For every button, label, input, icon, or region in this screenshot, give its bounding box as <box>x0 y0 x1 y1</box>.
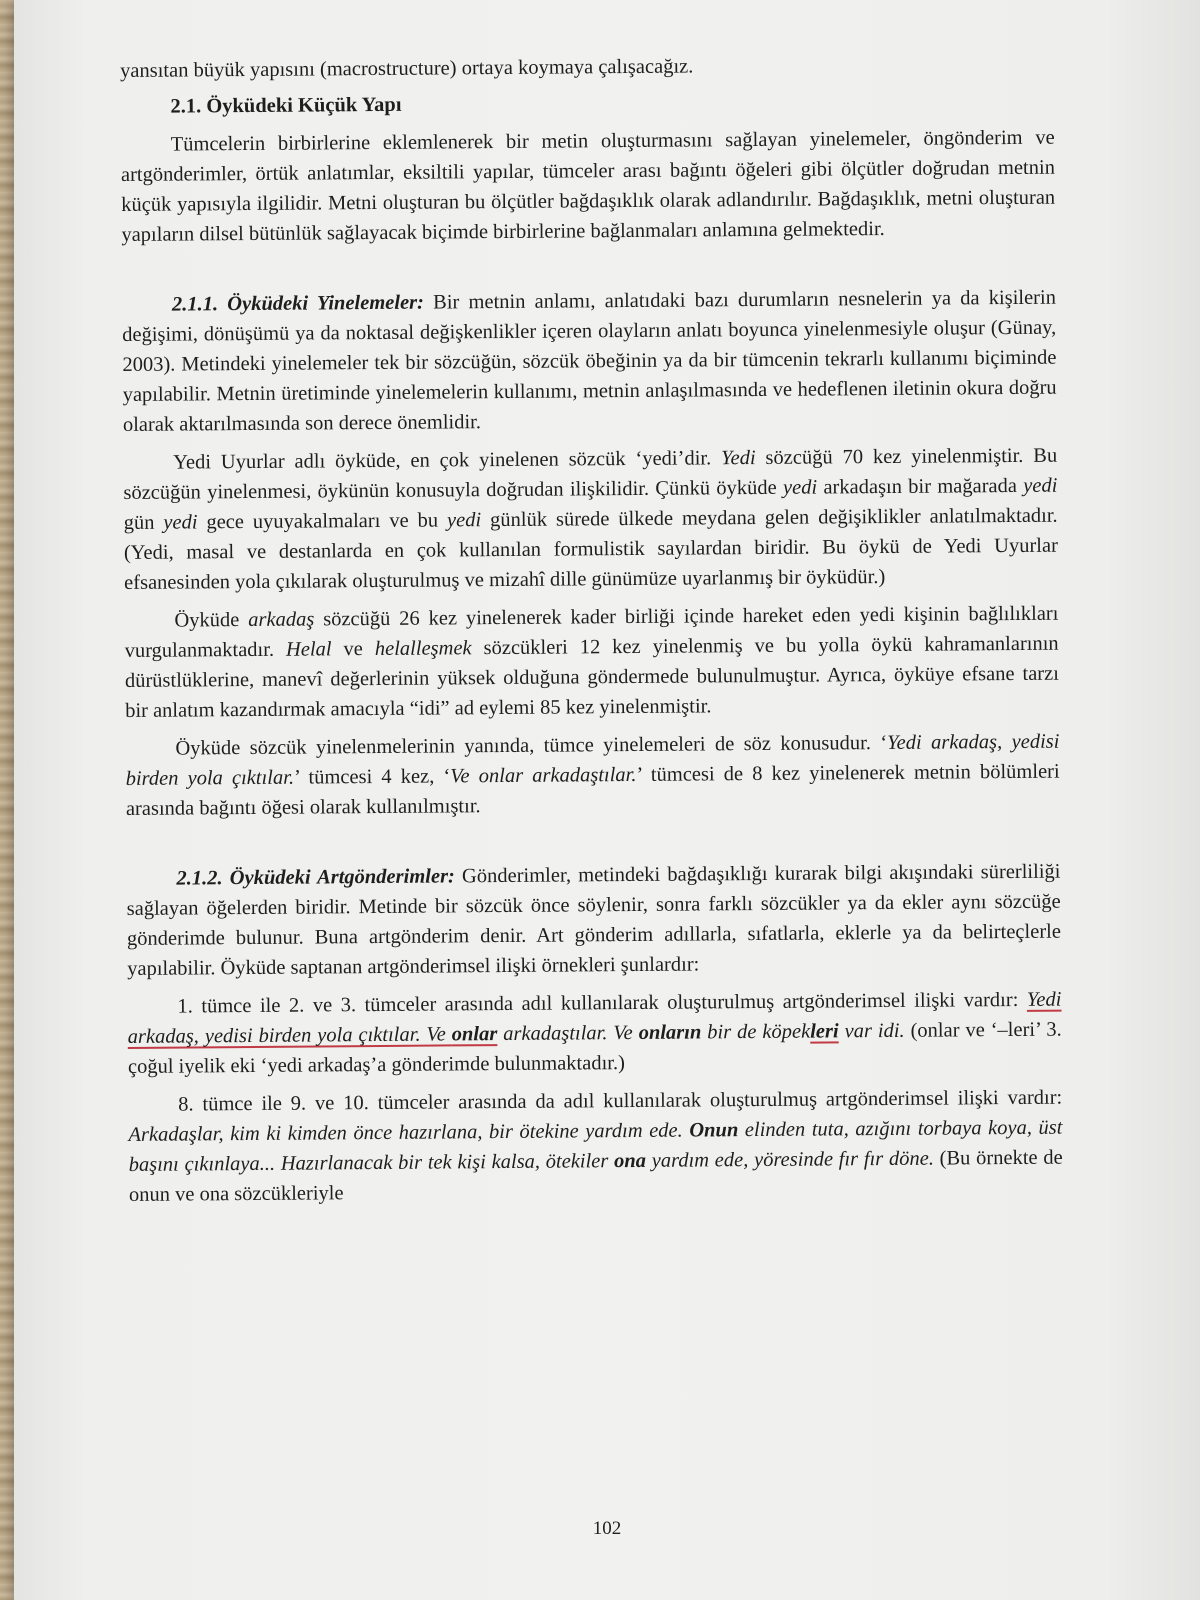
anaphor-word: onların <box>638 1021 702 1044</box>
emphasis-word: yedi <box>446 509 482 532</box>
quoted-sentence: Ve onlar arkadaştılar. <box>450 763 637 788</box>
example-sentence: elinden tuta, azığını torbaya koya, üst başını çıkınlaya... Hazırlanacak bir tek kişi kalsa, ötekiler <box>128 1116 1063 1176</box>
text-run: sözcüğü 26 kez yinelenerek kader birliği içinde hareket eden yedi kişinin bağlılıkları vurgulanmaktadır. <box>124 602 1059 662</box>
emphasis-word: yedi <box>163 511 198 534</box>
sub1-paragraph-4 <box>125 727 1060 824</box>
book-page <box>14 0 1200 1600</box>
page-body <box>120 49 1063 1210</box>
sub1-title: 2.1.1. Öyküdeki Yinelemeler: <box>171 291 425 316</box>
example-sentence: yardım ede, yöresinde fır fır döne. <box>645 1147 934 1172</box>
sub1-paragraph-1 <box>122 283 1057 440</box>
example-2 <box>128 1083 1063 1210</box>
emphasis-word: yedi <box>1023 474 1058 497</box>
section-paragraph: Tümcelerin birbirlerine eklemlenerek bir metin oluşturmasını sağlayan yinelemeler, öngönderim ve artgönderimler, örtük anlatımlar, eksiltili yapılar, tümceler arası bağıntı öğeleri gibi ölçütler doğrudan metnin küçük yapısıyla ilgilidir. Metni oluşturan bu ölçütler bağdaşıklık olarak adlandırılır. Bağdaşıklık, metni oluşturan yapıların dilsel bütünlük sağlayacak biçimde birbirlerine bağlanmaları anlamına gelmektedir. <box>120 126 1056 246</box>
section-heading: 2.1. Öyküdeki Küçük Yapı <box>170 93 402 118</box>
emphasis-word: arkadaş <box>248 608 315 632</box>
sub2-title: 2.1.2. Öyküdeki Artgönderimler: <box>176 865 455 890</box>
sub2-p1-text: Gönderimler, metindeki bağdaşıklığı kurarak bilgi akışındaki sürerliliği sağlayan öğelerden biridir. Metinde bir sözcük önce söylenir, sonra farklı sözcükler ya da ekler aynı sözcüğe gönderimde bulunur. Buna artgönderim denir. Art gönderim adıllarla, sıfatlarla, eklerle ya da belirteçlerle yapılabilir. Öyküde saptanan artgönderimsel ilişki örnekleri şunlardır: <box>126 860 1061 980</box>
emphasis-word: Helal <box>285 638 332 661</box>
sub1-p1-text: Bir metnin anlamı, anlatıdaki bazı durumların nesnelerin ya da kişilerin değişimi, dönüşümü ya da noktasal değişkenlikler içeren olayların anlatı boyunca yinelenmesiyle oluşur (Günay, 2003). Metindeki yinelemeler tek bir sözcüğün, sözcük öbeğinin ya da bir tümcenin tekrarlı kullanımı biçiminde yapılabilir. Metnin üretiminde yinelemelerin kullanımı, metnin anlaşılmasında ve hedeflenen iletinin okura doğru olarak aktarılmasında son derece önemlidir. <box>122 286 1057 436</box>
anaphor-word: onlar <box>451 1023 498 1046</box>
emphasis-word: yedi <box>782 476 818 499</box>
text-run: ’ tümcesi 4 kez, ‘ <box>293 765 451 789</box>
text-run: sözcüğü 70 kez yinelenmiştir. Bu sözcüğün yinelenmesi, öykünün konusuyla doğrudan ilişkilidir. Çünkü öyküde <box>123 444 1058 504</box>
anaphor-word: ona <box>613 1149 647 1173</box>
example-sentence: Arkadaşlar, kim ki kimden önce hazırlana, bir ötekine yardım ede. <box>128 1119 690 1146</box>
intro-line: yansıtan büyük yapısını (macrostructure) ortaya koymaya çalışacağız. <box>120 55 694 82</box>
text-run: günlük sürede ülkede meydana gelen değişiklikler anlatılmaktadır. (Yedi, masal ve destanlarda en çok kullanılan formulistik sayılardan biridir. Bu öykü de Yedi Uyurlar efsanesinden yola çıkılarak oluşturulmuş ve mizahî dille günümüze uyarlanmış bir öyküdür.) <box>123 504 1058 594</box>
example-sentence: arkadaştılar. Ve <box>497 1021 639 1046</box>
anaphor-suffix: leri <box>810 1020 839 1043</box>
sub1-paragraph-2 <box>123 441 1058 598</box>
text-run: Öyküde sözcük yinelenmelerinin yanında, tümce yinelemeleri de söz konusudur. ‘ <box>175 731 888 760</box>
text-run: ’ tümcesi de 8 kez yinelenerek metnin bölümleri arasında bağıntı öğesi olarak kullanılmıştır. <box>125 760 1060 820</box>
text-run: Yedi Uyurlar adlı öyküde, en çok yinelenen sözcük ‘yedi’dir. <box>173 447 722 474</box>
text-run: ve <box>331 638 375 661</box>
example-sentence: Yedi arkadaş, yedisi birden yola çıktılar. Ve <box>127 988 1062 1048</box>
text-run: (Bu örnekte de onun ve ona sözcükleriyle <box>128 1146 1063 1206</box>
quoted-sentence: Yedi arkadaş, yedisi birden yola çıktılar. <box>125 730 1060 790</box>
sub1-paragraph-3 <box>124 599 1059 726</box>
emphasis-word: Yedi <box>720 447 756 470</box>
text-run: (onlar ve ‘–leri’ 3. çoğul iyelik eki ‘yedi arkadaş’a gönderimde bulunmaktadır.) <box>127 1018 1062 1078</box>
text-run: 8. tümce ile 9. ve 10. tümceler arasında da adıl kullanılarak oluşturulmuş artgönderimsel ilişki vardır: <box>178 1086 1063 1116</box>
text-run: Öyküde <box>174 609 249 632</box>
anaphor-word: Onun <box>689 1119 739 1142</box>
example-sentence: bir de köpek <box>701 1020 811 1044</box>
text-run: gün <box>123 511 164 534</box>
text-run: 1. tümce ile 2. ve 3. tümceler arasında adıl kullanılarak oluşturulmuş artgönderimsel ilişki vardır: <box>177 988 1027 1018</box>
example-1 <box>127 985 1062 1082</box>
text-run: gece uyuyakalmaları ve bu <box>197 509 448 534</box>
text-run: sözcükleri 12 kez yinelenmiş ve bu yolla öykü kahramanlarının dürüstlüklerine, manevî değerlerinin yüksek olduğuna göndermede bulunulmuştur. Ayrıca, öyküye efsane tarzı bir anlatım kazandırmak amacıyla “idi” ad eylemi 85 kez yinelenmiştir. <box>124 632 1059 722</box>
text-run: arkadaşın bir mağarada <box>817 474 1024 499</box>
example-sentence: var idi. <box>838 1019 905 1043</box>
emphasis-word: helalleşmek <box>374 637 472 661</box>
page-number: 102 <box>592 1518 622 1539</box>
sub2-paragraph-1 <box>126 857 1061 984</box>
